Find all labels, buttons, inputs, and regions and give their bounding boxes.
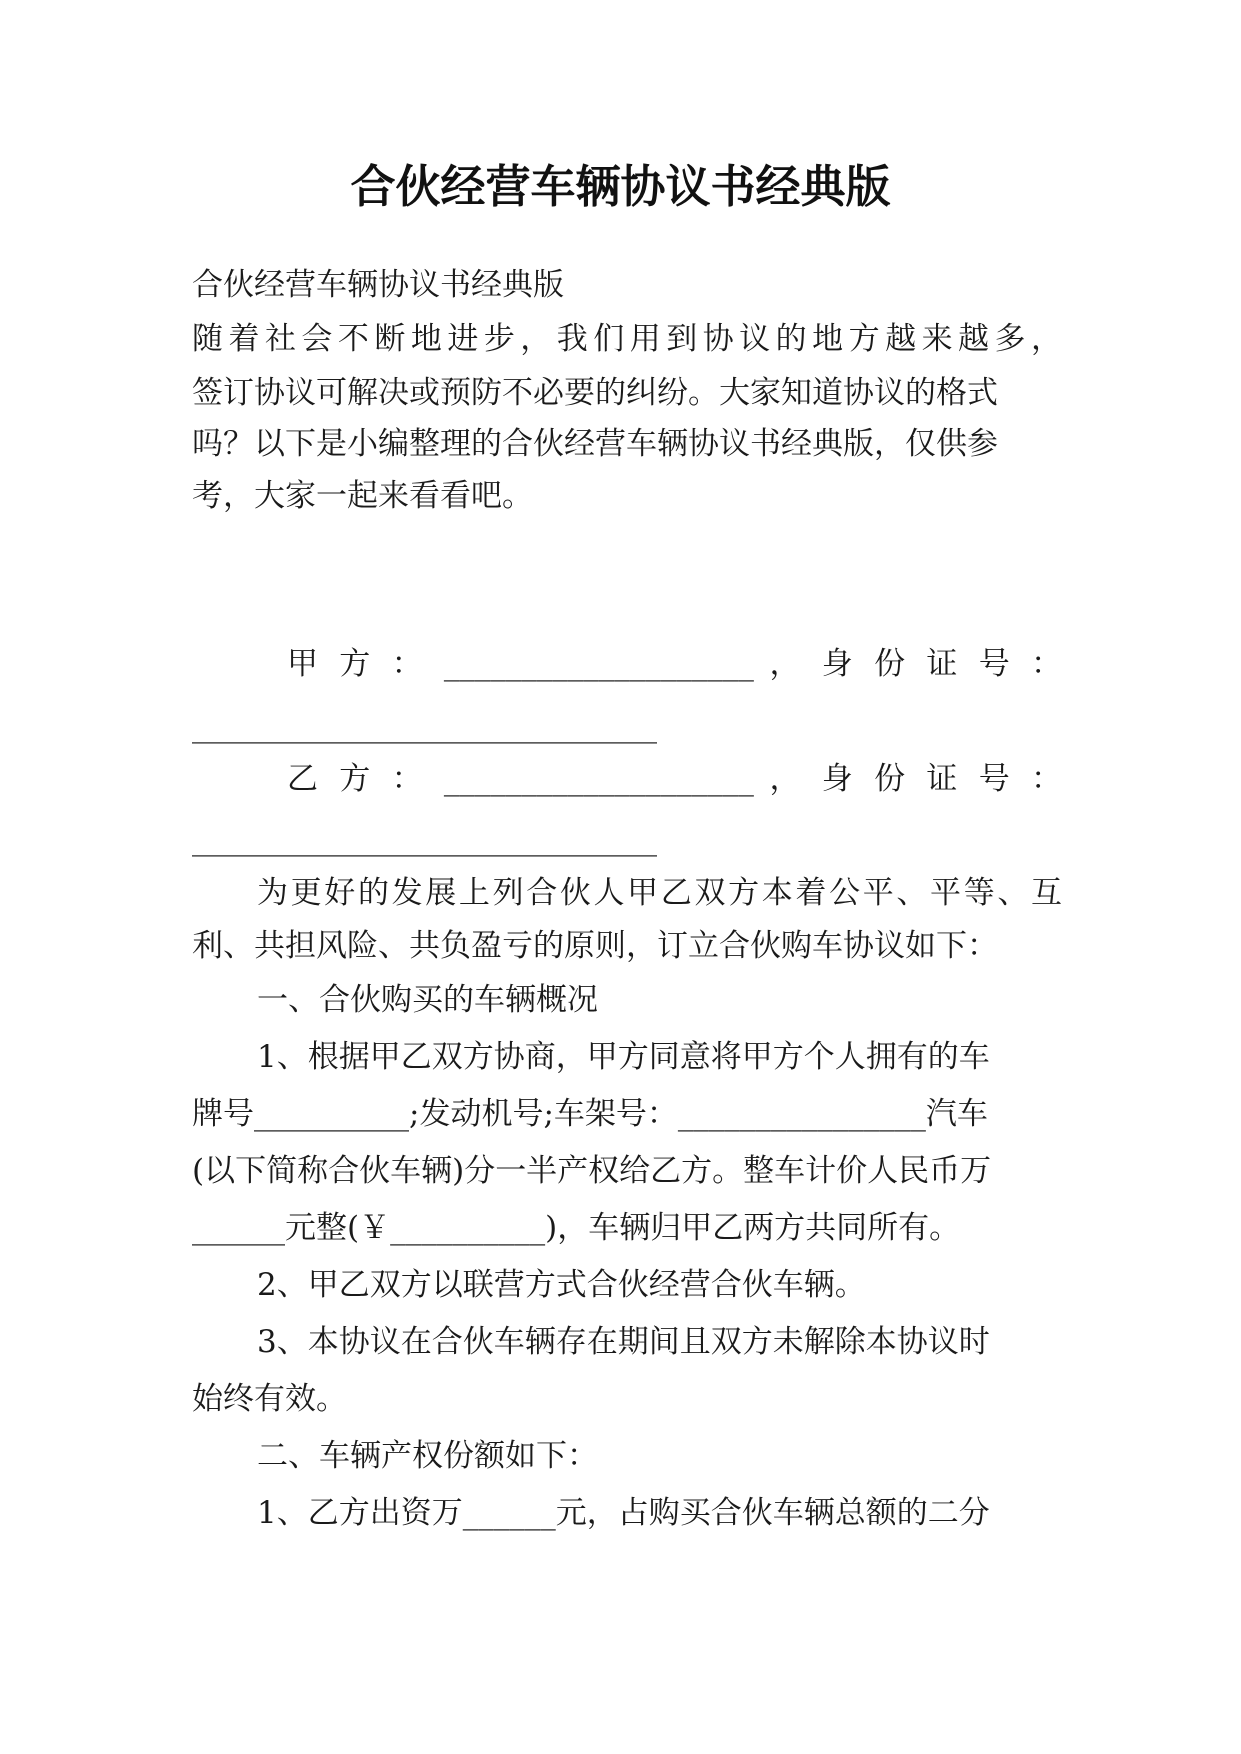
clause-1-1-line-3: (以下简称合伙车辆)分一半产权给乙方。整车计价人民币万: [192, 1153, 992, 1189]
party-b-id-blank: ______________________________: [192, 821, 657, 857]
clause-1-1-line-2: 牌号__________;发动机号;车架号：________________汽车: [192, 1096, 988, 1132]
clause-2-1-line-1: 1、乙方出资万______元，占购买合伙车辆总额的二分: [257, 1495, 990, 1531]
intro-line-4: 考，大家一起来看看吧。: [192, 478, 533, 514]
clause-1-3-line-2: 始终有效。: [192, 1381, 347, 1417]
document-title: 合伙经营车辆协议书经典版: [350, 160, 891, 213]
intro-line-3: 吗？以下是小编整理的合伙经营车辆协议书经典版，仅供参: [192, 426, 998, 462]
clause-1-1-line-4: ______元整(￥__________)，车辆归甲乙两方共同所有。: [192, 1210, 961, 1246]
purpose-line-2: 利、共担风险、共负盈亏的原则，订立合伙购车协议如下：: [192, 928, 998, 964]
document-subtitle: 合伙经营车辆协议书经典版: [192, 267, 564, 303]
intro-line-1: 随着社会不断地进步，我们用到协议的地方越来越多，: [192, 321, 1062, 357]
intro-line-2: 签订协议可解决或预防不必要的纠纷。大家知道协议的格式: [192, 375, 998, 411]
party-a-line: 甲 方 ： ____________________ ， 身 份 证 号 ：: [287, 646, 1062, 682]
clause-1-3-line-1: 3、本协议在合伙车辆存在期间且双方未解除本协议时: [257, 1324, 990, 1360]
clause-1-1-line-1: 1、根据甲乙双方协商，甲方同意将甲方个人拥有的车: [257, 1039, 990, 1075]
party-b-line: 乙 方 ： ____________________ ， 身 份 证 号 ：: [287, 761, 1062, 797]
party-a-id-blank: ______________________________: [192, 708, 657, 744]
clause-1-2: 2、甲乙双方以联营方式合伙经营合伙车辆。: [257, 1267, 866, 1303]
section-2-heading: 二、车辆产权份额如下：: [257, 1438, 598, 1474]
purpose-line-1: 为更好的发展上列合伙人甲乙双方本着公平、平等、互: [257, 875, 1062, 911]
section-1-heading: 一、合伙购买的车辆概况: [257, 982, 598, 1018]
